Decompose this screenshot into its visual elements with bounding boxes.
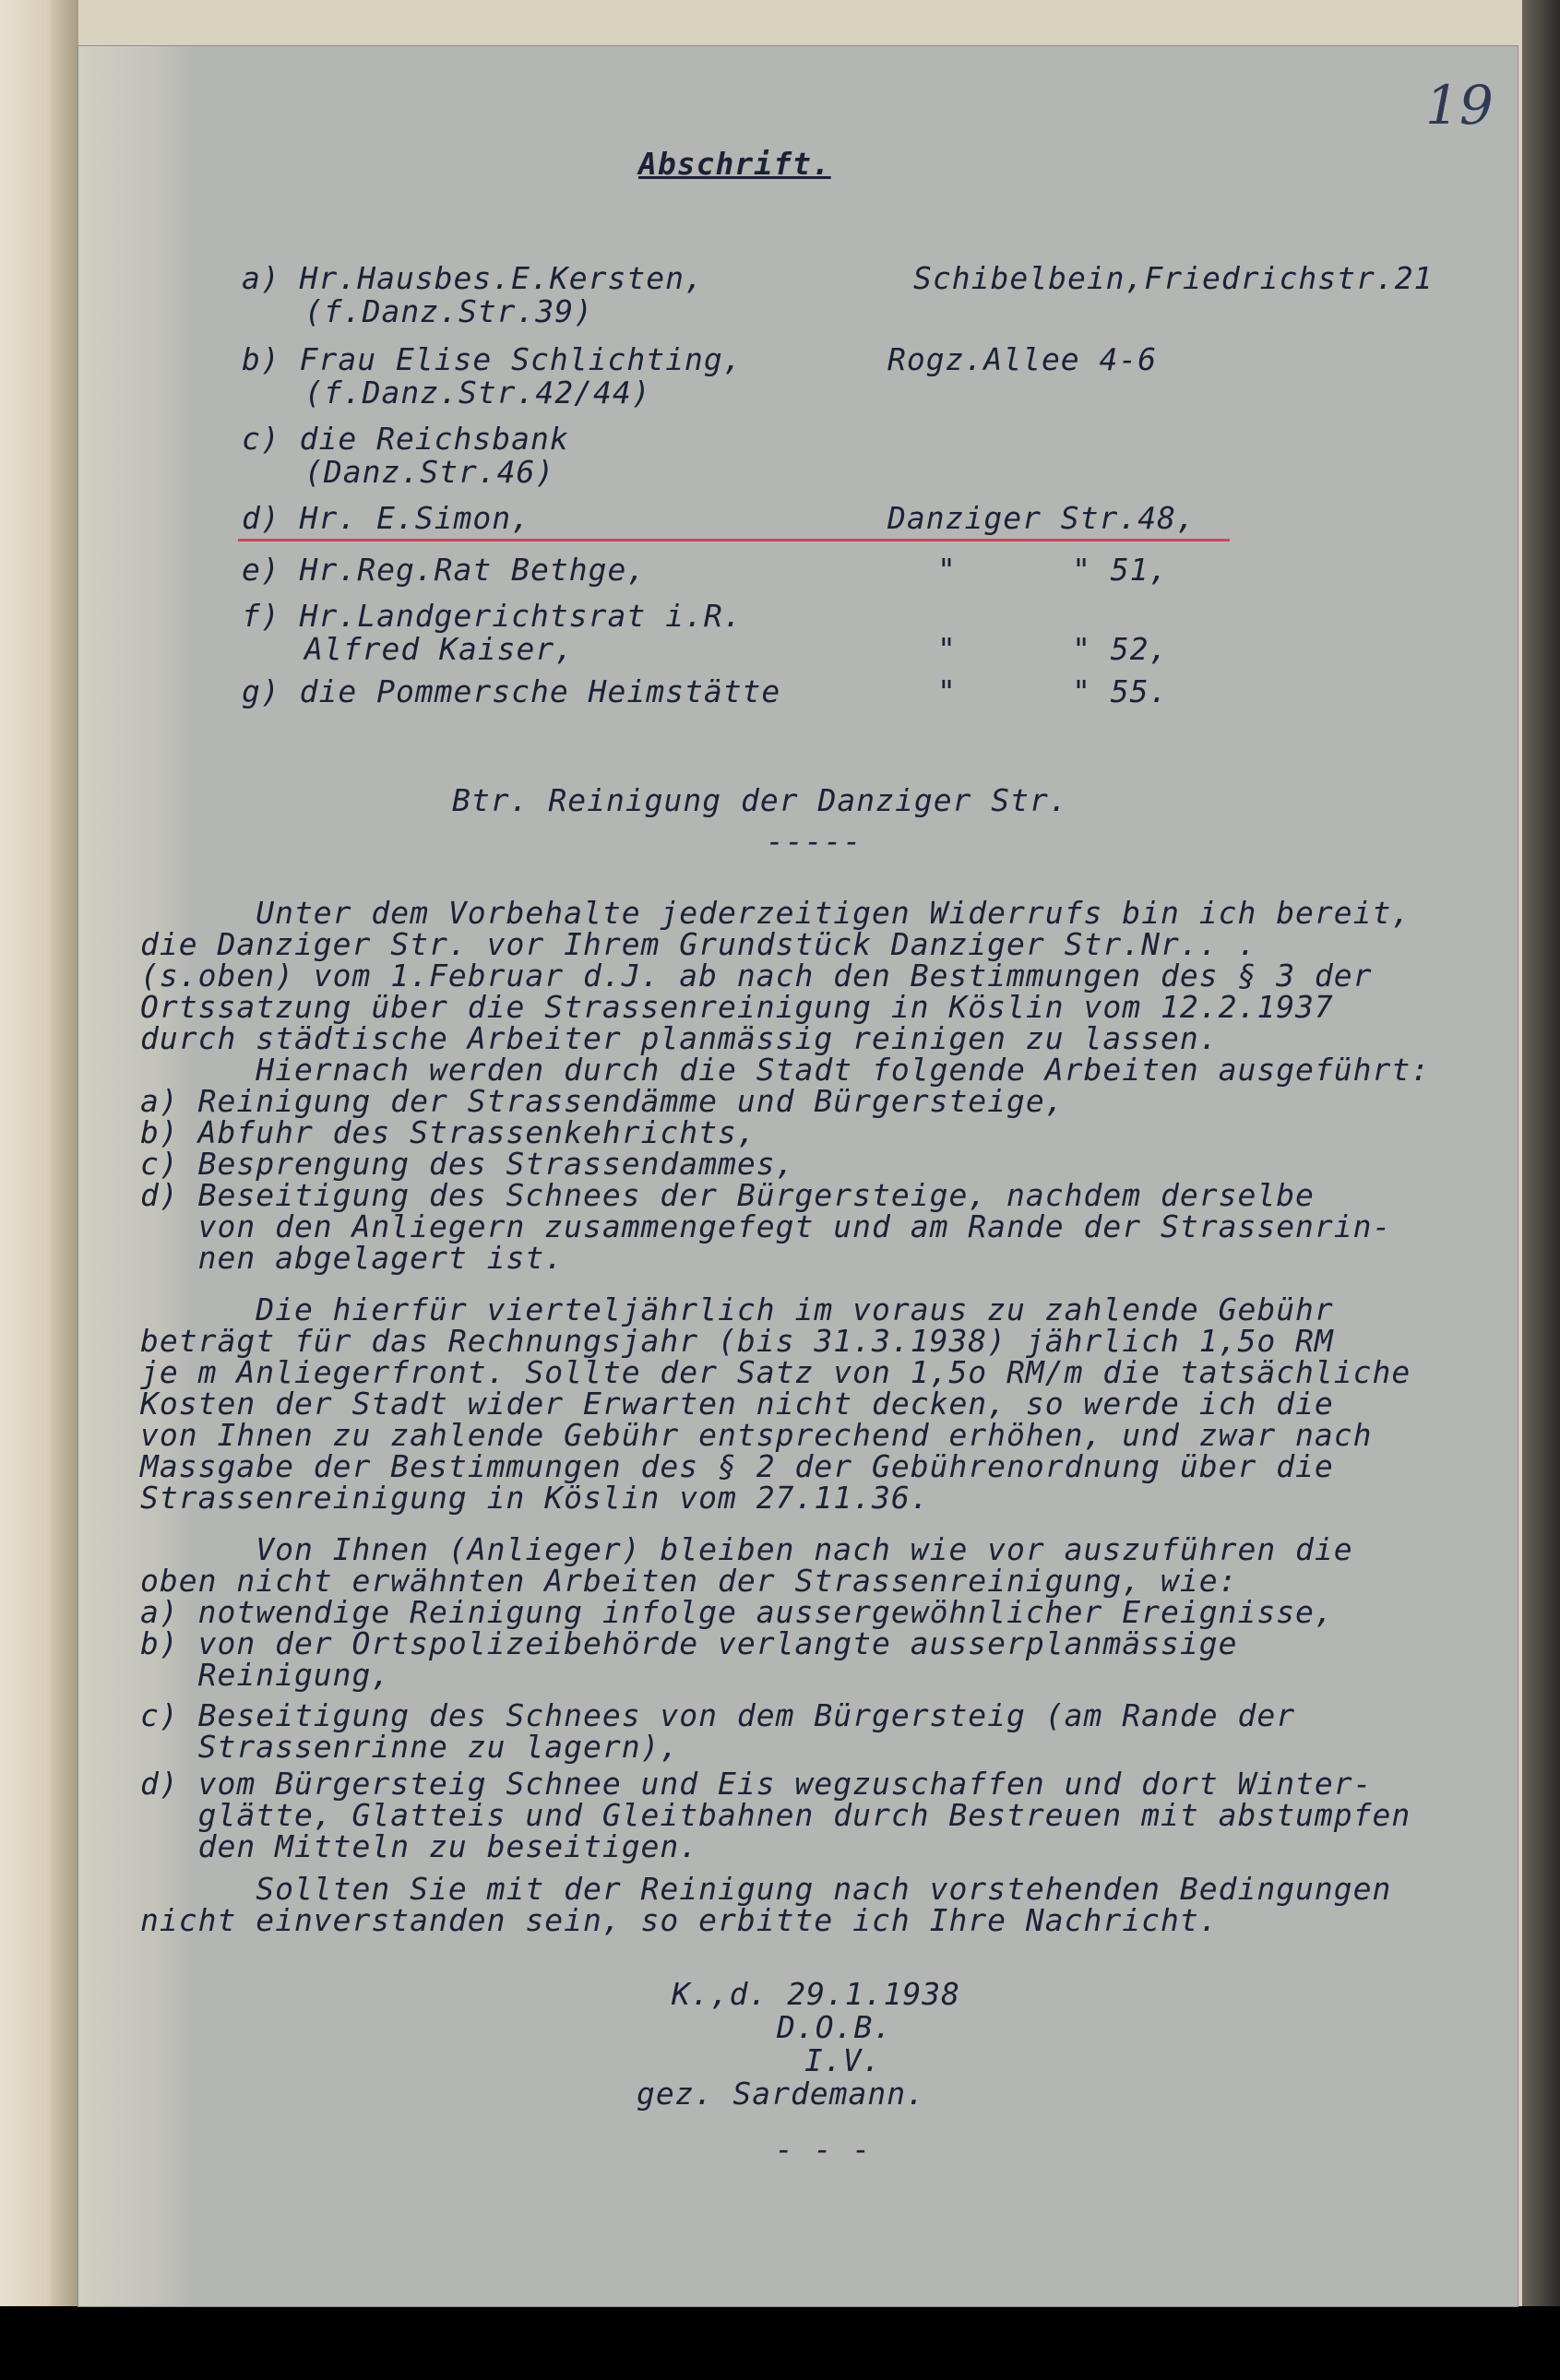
scan-edge-right bbox=[1522, 0, 1560, 2306]
body-line: d) Beseitigung des Schnees der Bürgersteige, nachdem derselbe bbox=[140, 1177, 1315, 1213]
addressee-f-line2: Alfred Kaiser, bbox=[304, 631, 575, 667]
addressee-b-line1: b) Frau Elise Schlichting, bbox=[242, 341, 743, 377]
subject-line: Btr. Reinigung der Danziger Str. bbox=[452, 782, 1068, 818]
body-line: die Danziger Str. vor Ihrem Grundstück Danziger Str.Nr.. . bbox=[140, 926, 1257, 962]
book-binding-shadow bbox=[51, 0, 78, 2306]
scan-edge-bottom bbox=[0, 2306, 1560, 2380]
body-line: Strassenrinne zu lagern), bbox=[140, 1729, 680, 1765]
body-line: je m Anliegerfront. Sollte der Satz von 1,5o RM/m die tatsächliche bbox=[140, 1354, 1411, 1390]
body-line: den Mitteln zu beseitigen. bbox=[140, 1828, 699, 1864]
body-line: Hiernach werden durch die Stadt folgende Arbeiten ausgeführt: bbox=[140, 1052, 1431, 1088]
addressee-e-line1: e) Hr.Reg.Rat Bethge, bbox=[242, 552, 647, 588]
addressee-g-address: " " 55. bbox=[937, 673, 1169, 709]
body-line: beträgt für das Rechnungsjahr (bis 31.3.1938) jährlich 1,5o RM bbox=[140, 1323, 1334, 1359]
body-line: Von Ihnen (Anlieger) bleiben nach wie vor auszuführen die bbox=[140, 1531, 1353, 1567]
body-line: b) Abfuhr des Strassenkehrichts, bbox=[140, 1114, 756, 1150]
body-line: Kosten der Stadt wider Erwarten nicht decken, so werde ich die bbox=[140, 1386, 1334, 1422]
body-line: Die hierfür vierteljährlich im voraus zu zahlende Gebühr bbox=[140, 1291, 1334, 1327]
closing-date: K.,d. 29.1.1938 bbox=[672, 1976, 961, 2012]
body-line: Reinigung, bbox=[140, 1657, 391, 1693]
body-line: nicht einverstanden sein, so erbitte ich Ihre Nachricht. bbox=[140, 1902, 1219, 1938]
addressee-a-line2: (f.Danz.Str.39) bbox=[304, 293, 594, 329]
addressee-e-address: " " 51, bbox=[937, 552, 1169, 588]
addressee-a-address: Schibelbein,Friedrichstr.21 bbox=[913, 260, 1434, 296]
body-line: von Ihnen zu zahlende Gebühr entsprechend erhöhen, und zwar nach bbox=[140, 1417, 1373, 1453]
body-line: oben nicht erwähnten Arbeiten der Strassenreinigung, wie: bbox=[140, 1563, 1238, 1599]
body-line: Unter dem Vorbehalte jederzeitigen Widerrufs bin ich bereit, bbox=[140, 895, 1411, 931]
addressee-g-line1: g) die Pommersche Heimstätte bbox=[242, 673, 781, 709]
body-line: b) von der Ortspolizeibehörde verlangte ausserplanmässige bbox=[140, 1625, 1238, 1661]
body-line: Strassenreinigung in Köslin vom 27.11.36. bbox=[140, 1480, 930, 1516]
addressee-d-line1: d) Hr. E.Simon, bbox=[242, 500, 531, 536]
addressee-a-line1: a) Hr.Hausbes.E.Kersten, bbox=[242, 260, 704, 296]
closing-proxy: I.V. bbox=[804, 2042, 882, 2078]
body-line: d) vom Bürgersteig Schnee und Eis wegzuschaffen und dort Winter- bbox=[140, 1766, 1373, 1802]
body-line: durch städtische Arbeiter planmässig reinigen zu lassen. bbox=[140, 1020, 1219, 1056]
body-line: c) Beseitigung des Schnees von dem Bürgersteig (am Rande der bbox=[140, 1697, 1296, 1733]
body-line: nen abgelagert ist. bbox=[140, 1240, 565, 1276]
addressee-f-line1: f) Hr.Landgerichtsrat i.R. bbox=[242, 598, 743, 634]
body-line: Massgabe der Bestimmungen des § 2 der Gebührenordnung über die bbox=[140, 1448, 1334, 1484]
addressee-c-line2: (Danz.Str.46) bbox=[304, 454, 555, 490]
document-title: Abschrift. bbox=[638, 146, 831, 182]
closing-office: D.O.B. bbox=[777, 2009, 893, 2045]
addressee-c-line1: c) die Reichsbank bbox=[242, 421, 569, 457]
body-line: (s.oben) vom 1.Februar d.J. ab nach den Bestimmungen des § 3 der bbox=[140, 958, 1373, 994]
closing-signature: gez. Sardemann. bbox=[637, 2076, 926, 2112]
body-line: Ortssatzung über die Strassenreinigung in Köslin vom 12.2.1937 bbox=[140, 989, 1334, 1025]
red-underline bbox=[238, 539, 1230, 541]
subject-rule: ----- bbox=[766, 823, 863, 859]
body-line: von den Anliegern zusammengefegt und am Rande der Strassenrin- bbox=[140, 1208, 1392, 1244]
body-line: c) Besprengung des Strassendammes, bbox=[140, 1146, 795, 1182]
addressee-d-address: Danziger Str.48, bbox=[887, 500, 1196, 536]
body-line: a) notwendige Reinigung infolge aussergewöhnlicher Ereignisse, bbox=[140, 1594, 1334, 1630]
closing-end-mark: - - - bbox=[775, 2131, 872, 2167]
body-line: Sollten Sie mit der Reinigung nach vorstehenden Bedingungen bbox=[140, 1871, 1392, 1907]
body-line: a) Reinigung der Strassendämme und Bürgersteige, bbox=[140, 1083, 1065, 1119]
body-line: glätte, Glatteis und Gleitbahnen durch Bestreuen mit abstumpfen bbox=[140, 1797, 1411, 1833]
addressee-b-address: Rogz.Allee 4-6 bbox=[887, 341, 1158, 377]
addressee-f-address: " " 52, bbox=[937, 631, 1169, 667]
page-number: 19 bbox=[1425, 74, 1494, 137]
addressee-b-line2: (f.Danz.Str.42/44) bbox=[304, 375, 651, 411]
